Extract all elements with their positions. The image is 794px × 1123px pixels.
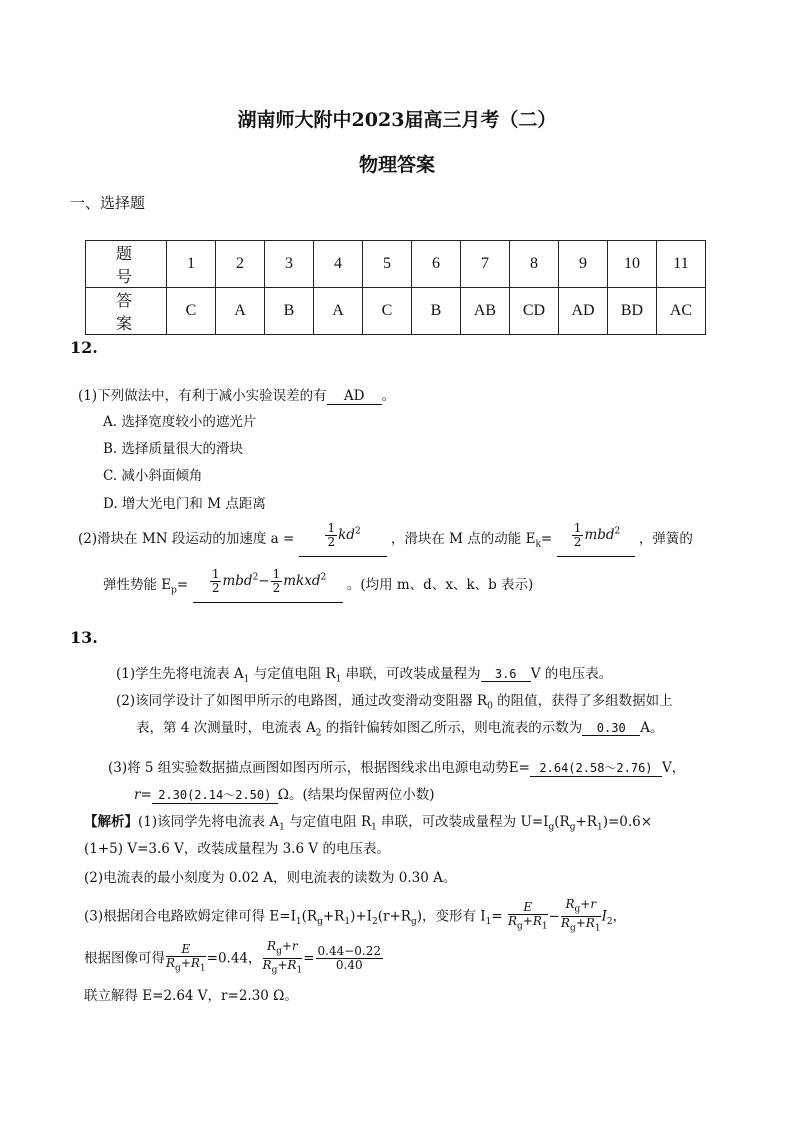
table-cell: A [216,288,265,335]
q13-part2: (2)该同学设计了如图甲所示的电路图，通过改变滑动变阻器 $R_0$ 的阻值，获得了多组数据如上 [116,693,673,712]
q12-acceleration-answer: $\frac{1}{2}$ $kd^2$ [299,522,387,557]
table-cell: B [412,288,461,335]
analysis-text: )+I [350,908,372,925]
table-row [86,288,706,335]
q12-part3-end: 。(均用 m、d、x、k、b 表示) [346,577,534,593]
q12-option-b: B. 选择质量很大的滑块 [103,441,244,457]
q12-part1 [78,384,395,405]
analysis-text: (R [301,908,318,925]
q12-part1-text: (1)下列做法中，有利于减小实验误差的有 [78,388,327,404]
q12-part2 [78,522,693,557]
analysis-text: = [491,908,503,925]
analysis-text: 串联，可改装成量程为 U=I [376,814,549,830]
analysis-line-5: 根据图像可得 $\frac{E}{R_g+R_1}$ =0.44， $\frac{R_g+r}{R_g+R_1}$ = $\frac{0.44-0.22}{0.40}$ [84,939,381,976]
fraction-one-half: $\frac{1}{2}$ [573,521,582,549]
table-cell: 3 [265,241,314,288]
table-cell: 1 [167,241,216,288]
question-12-number: 12. [70,338,98,357]
analysis-line-6: 联立解得 E=2.64 V，r=2.30 Ω。 [84,988,298,1004]
table-cell: B [265,288,314,335]
section-heading: 一、选择题 [70,194,146,212]
table-cell: C [363,288,412,335]
fraction-one-half: $\frac{1}{2}$ [272,567,281,595]
q13-emf-answer: 2.64(2.58～2.76) [530,759,662,777]
table-cell: A [314,288,363,335]
q13-part1-text-b: 与定值电阻 R [249,666,336,682]
table-cell: AB [461,288,510,335]
q13-part1-end: V 的电压表。 [530,666,613,682]
table-cell: 2 [216,241,265,288]
table-cell: BD [608,288,657,335]
q12-part3 [103,568,533,603]
table-cell: 7 [461,241,510,288]
table-cell: AD [559,288,608,335]
table-cell: 9 [559,241,608,288]
table-cell: 4 [314,241,363,288]
q13-r-label: r= [134,787,152,803]
q12-subscript-p: p [171,585,177,596]
q12-kinetic-energy-answer: $\frac{1}{2}$ mbd$^2$ [557,522,635,557]
q12-option-d: D. 增大光电门和 M 点距离 [103,496,266,512]
analysis-text: )，变形有 I [416,908,486,925]
q13-part3-end: Ω。(结果均保留两位小数) [277,787,435,803]
q13-range-answer: 3.6 [481,667,531,682]
table-cell: 5 [363,241,412,288]
q13-part1: (1)学生先将电流表 $A_1$ 与定值电阻 $R_1$ 串联，可改装成量程为 3.6 V 的电压表。 [116,666,613,685]
table-cell: 6 [412,241,461,288]
q13-part3 [108,756,685,777]
q13-part1-text-c: 串联，可改装成量程为 [341,666,481,682]
table-row [86,241,706,288]
analysis-line-4: (3)根据闭合电路欧姆定律可得 $E=I_1(R_g+R_1)+I_2(r+R_g)$，变形有 $I_1=$ $\frac{E}{R_g+R_1}$ − $\frac{R_g+r}{R_g+R_1}$ $I_2$， [84,897,627,934]
q12-part1-answer: AD [327,388,382,405]
analysis-text: (1)该同学先将电流表 A [138,814,280,830]
table-cell: 11 [657,241,706,288]
analysis-text: )=0.6× [602,814,653,830]
analysis-text: 与定值电阻 R [284,814,372,830]
analysis-text: +R [575,814,597,830]
q12-elastic-energy-answer: $\frac{1}{2}$ mbd$^2$− $\frac{1}{2}$ mkxd$^2$ [193,568,343,603]
q12-part2-ek-text: ，滑块在 M 点的动能 E [390,531,536,547]
table-cell: 10 [608,241,657,288]
q12-part2-end: ，弹簧的 [638,531,693,547]
analysis-line-3: (2)电流表的最小刻度为 0.02 A，则电流表的读数为 0.30 A。 [84,870,457,886]
table-cell: C [167,288,216,335]
q13-part2-end: A。 [640,720,664,736]
row-label-answer: 答 案 [86,288,167,335]
analysis-text: (3)根据闭合电路欧姆定律可得 E=I [84,908,296,925]
q13-part2-text-c: 表，第 4 次测量时，电流表 A [136,720,316,736]
formula-fraction: $\frac{R_g+r}{R_g+R_1}$ [560,897,601,934]
q13-part3-resistance [134,783,435,804]
analysis-text: +R [322,908,345,925]
formula-fraction: $\frac{E}{R_g+R_1}$ [507,899,548,932]
q13-part1-text: (1)学生先将电流表 A [116,666,244,682]
q12-option-a: A. 选择宽度较小的遮光片 [103,414,257,430]
fraction-one-half: $\frac{1}{2}$ [211,567,220,595]
analysis-text: (r+R [377,908,411,925]
q13-part2-continued: 表，第 4 次测量时，电流表 $A_2$ 的指针偏转如图乙所示，则电流表的示数为 0.30 A。 [136,720,664,739]
q12-option-c: C. 减小斜面倾角 [103,468,203,484]
formula-fraction: $\frac{E}{R_g+R_1}$ [166,941,206,974]
answer-table [85,240,706,335]
q12-part3-text: 弹性势能 E [103,577,172,593]
q13-part2-text: (2)该同学设计了如图甲所示的电路图，通过改变滑动变阻器 R [116,693,488,709]
table-cell: 8 [510,241,559,288]
row-label-number: 题 号 [86,241,167,288]
q13-resistance-answer: 2.30(2.14～2.50) [152,786,278,804]
q13-part3-text: (3)将 5 组实验数据描点画图如图丙所示，根据图线求出电源电动势E= [108,760,530,776]
q12-equals: = [540,531,553,547]
analysis-line-2: (1+5) V=3.6 V，改装成量程为 3.6 V 的电压表。 [84,841,390,857]
table-cell: CD [510,288,559,335]
analysis-tag: 【解析】 [84,814,138,830]
page-subtitle: 物理答案 [358,154,435,176]
q13-part2-text-d: 的指针偏转如图乙所示，则电流表的示数为 [321,720,583,736]
analysis-text: 根据图像可得 [84,950,165,967]
q12-subscript-k: k [535,539,541,550]
q13-part3-unit: V， [661,760,686,776]
table-cell: AC [657,288,706,335]
q12-part1-end: 。 [381,388,396,404]
formula-fraction: $\frac{R_g+r}{R_g+R_1}$ [262,939,303,976]
analysis-text: =0.44， [206,950,262,967]
q13-current-answer: 0.30 [582,721,640,736]
q12-part2-text: (2)滑块在 MN 段运动的加速度 a = [78,531,295,547]
q12-equals: = [176,577,189,593]
analysis-text: (R [554,814,570,830]
formula-fraction: $\frac{0.44-0.22}{0.40}$ [317,944,381,973]
q13-part2-text-b: 的阻值，获得了多组数据如上 [492,693,673,709]
question-13-number: 13. [70,628,98,647]
analysis-line-1: 【解析】(1)该同学先将电流表 $A_1$ 与定值电阻 $R_1$ 串联，可改装成量程为 $U=I_g(R_g+R_1)=0.6\times$ [84,814,653,833]
fraction-one-half: $\frac{1}{2}$ [327,521,336,549]
page-title: 湖南师大附中2023届高三月考（二） [237,109,557,131]
